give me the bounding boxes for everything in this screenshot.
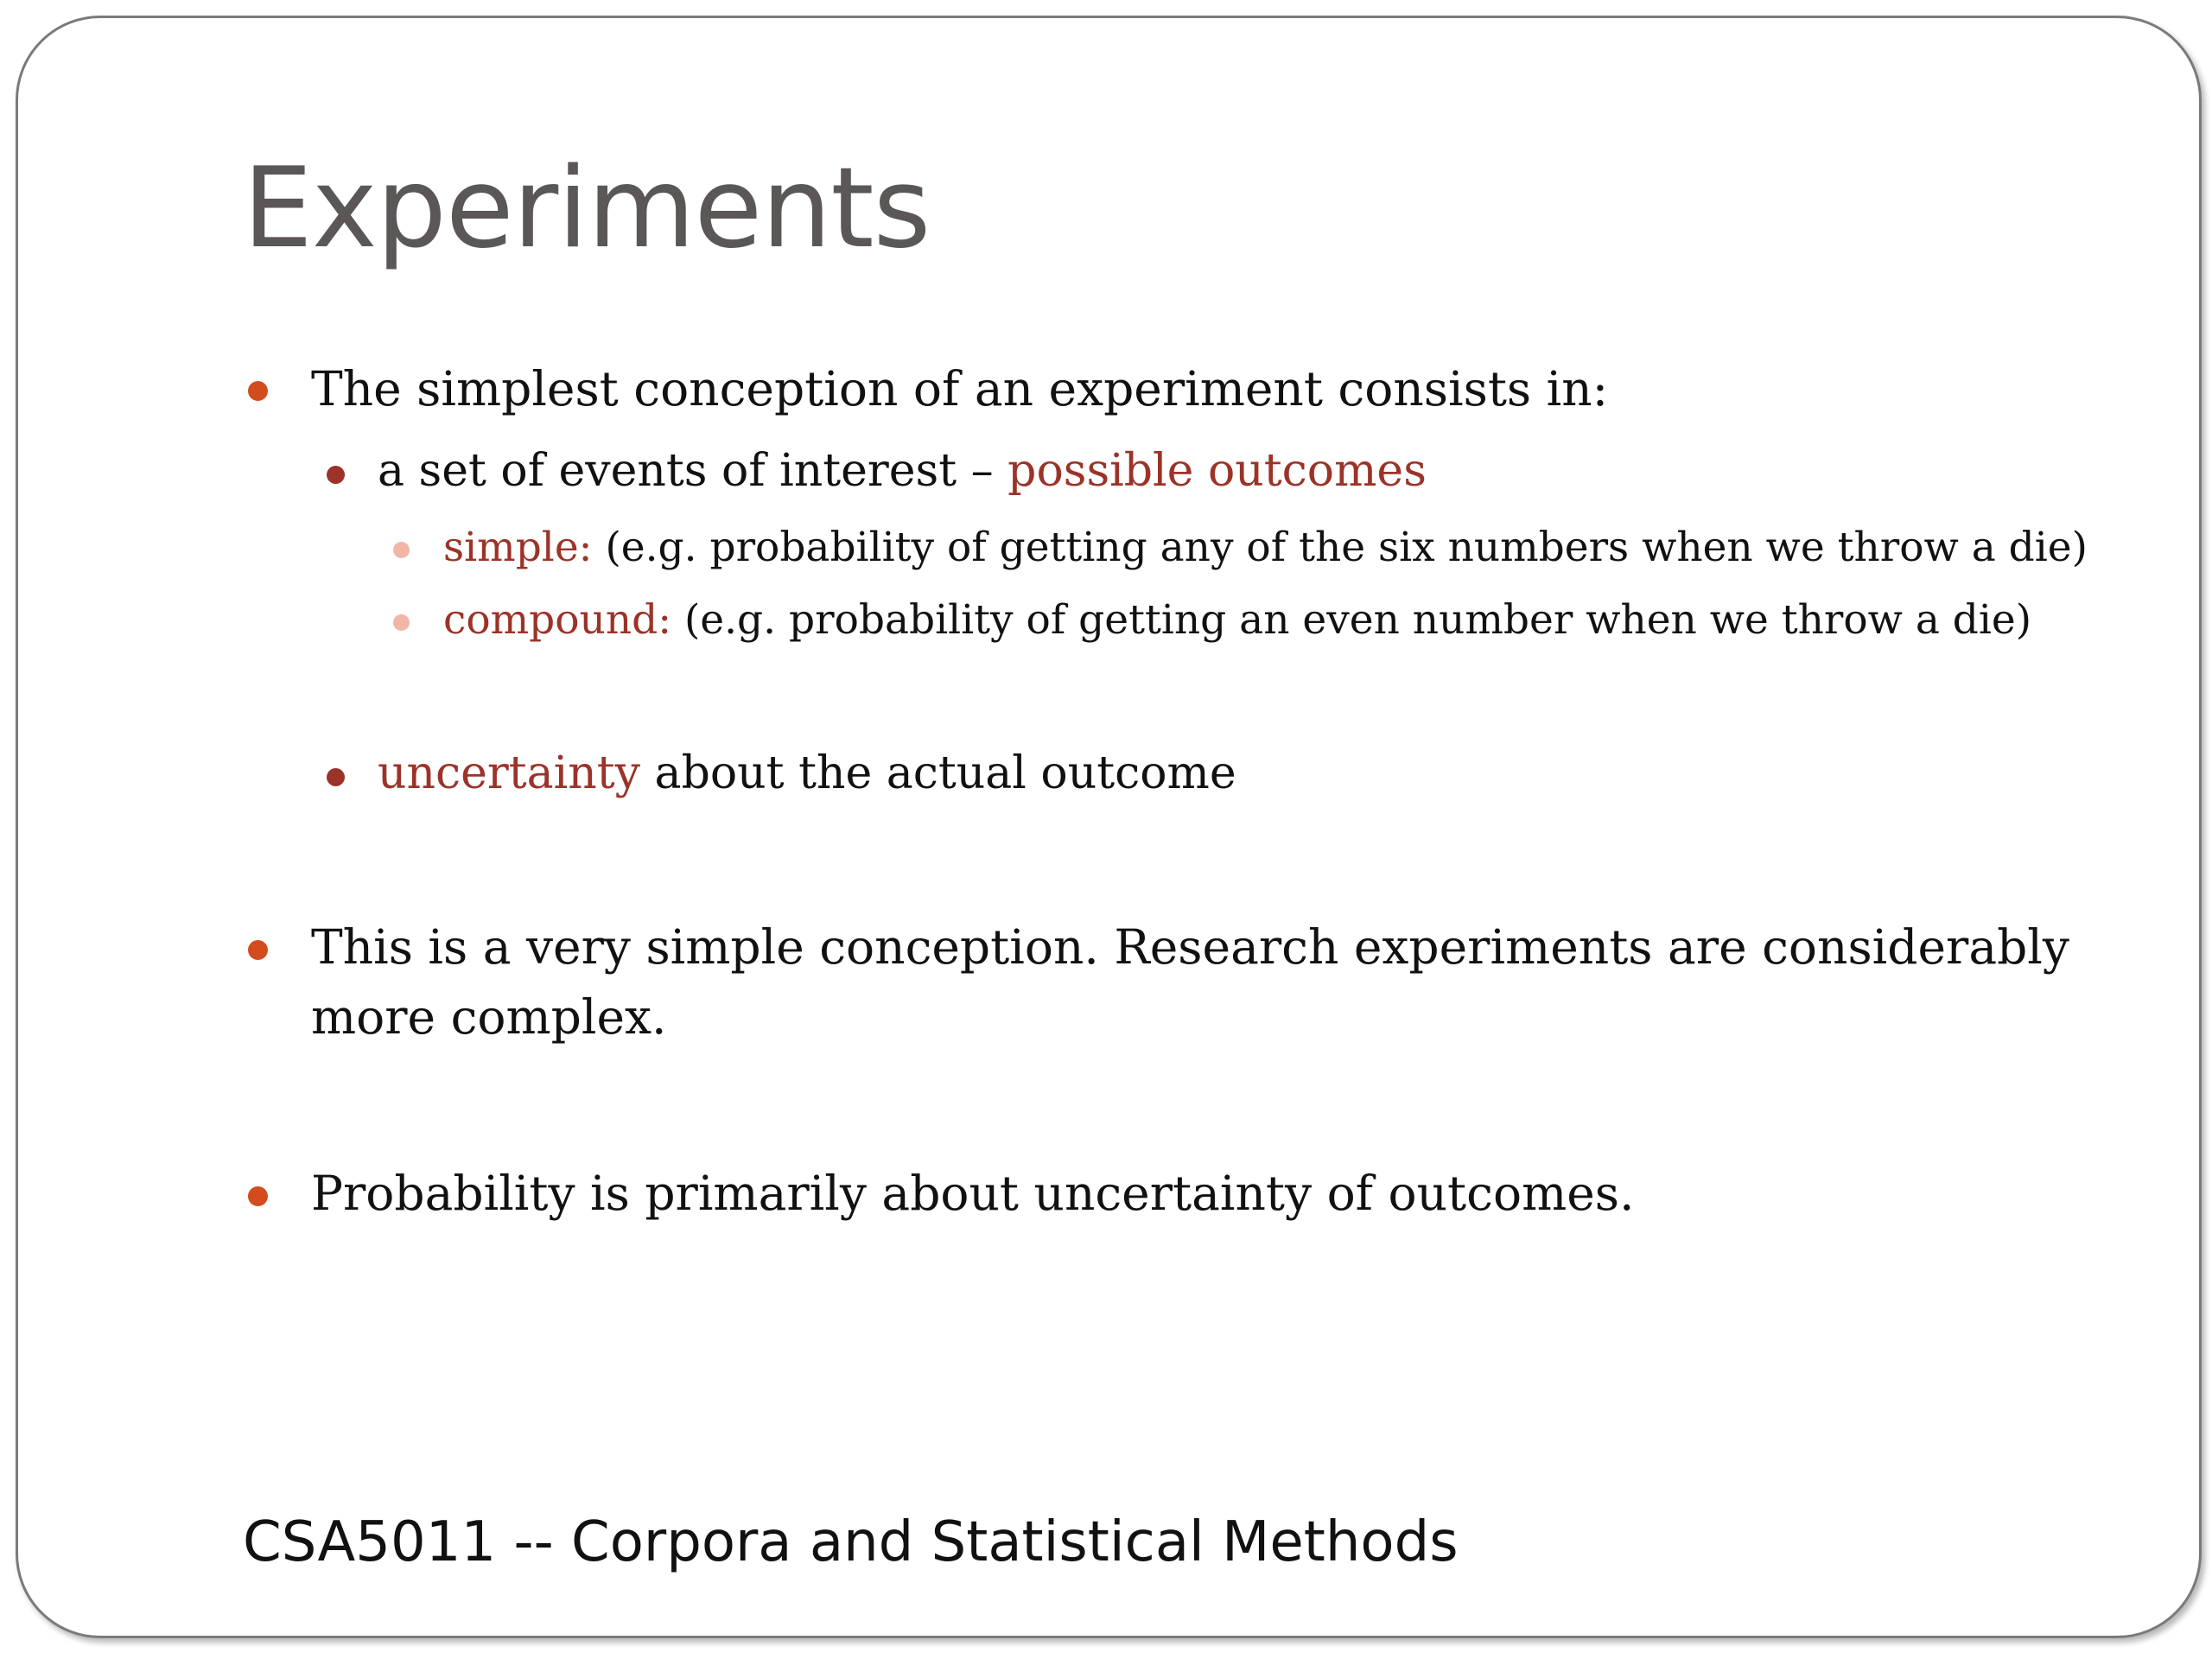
slide-title: Experiments bbox=[243, 144, 931, 273]
sub-bullet-dot bbox=[327, 768, 345, 786]
possible-outcomes-highlight: possible outcomes bbox=[1007, 445, 1427, 497]
simple-example: (e.g. probability of getting any of the six numbers when we throw a die) bbox=[592, 524, 2088, 571]
uncertainty-highlight: uncertainty bbox=[378, 747, 641, 799]
compound-example: (e.g. probability of getting an even number when we throw a die) bbox=[671, 596, 2032, 644]
simple-label: simple: bbox=[443, 524, 593, 571]
bullet-2-line-1: This is a very simple conception. Research experiments are considerably bbox=[311, 919, 2069, 975]
compound-label: compound: bbox=[443, 596, 672, 644]
sub-bullet-dot bbox=[327, 466, 345, 484]
sub-sub-bullet-dot bbox=[393, 542, 410, 558]
sub-sub-bullet-simple bbox=[443, 524, 2088, 571]
sub-bullet-uncertainty bbox=[378, 747, 1236, 799]
slide-footer: CSA5011 -- Corpora and Statistical Methods bbox=[243, 1510, 1459, 1574]
uncertainty-text: about the actual outcome bbox=[640, 747, 1236, 799]
bullet-3-text: Probability is primarily about uncertainty of outcomes. bbox=[311, 1166, 1635, 1221]
sub-bullet-outcomes bbox=[378, 445, 1427, 497]
bullet-2-line-2: more complex. bbox=[311, 989, 667, 1045]
bullet-1-text: The simplest conception of an experiment consists in: bbox=[311, 361, 1609, 416]
sub-bullet-outcomes-text: a set of events of interest – bbox=[378, 445, 1008, 497]
sub-sub-bullet-dot bbox=[393, 614, 410, 631]
bullet-dot bbox=[248, 1186, 268, 1206]
bullet-dot bbox=[248, 940, 268, 960]
sub-sub-bullet-compound bbox=[443, 596, 2031, 644]
bullet-dot bbox=[248, 381, 268, 401]
